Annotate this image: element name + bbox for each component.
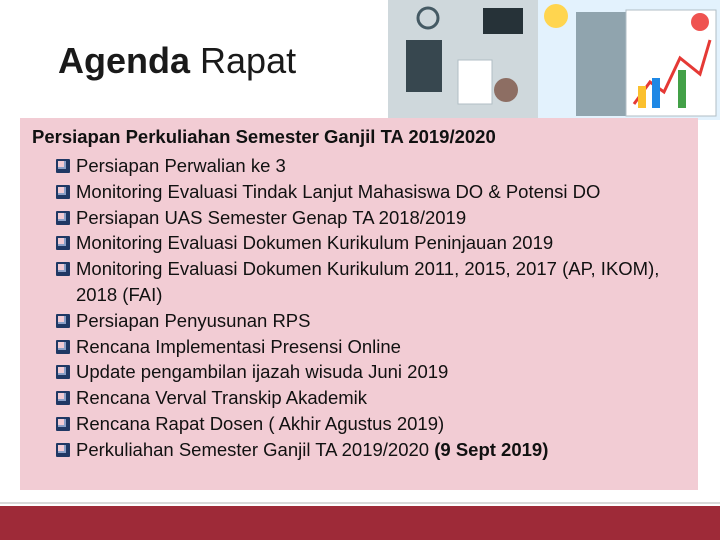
checkbox-bullet-icon <box>56 185 70 199</box>
checkbox-bullet-icon <box>56 443 70 457</box>
agenda-item-text: Monitoring Evaluasi Dokumen Kurikulum 2011, 2015, 2017 (AP, IKOM), 2018 (FAI) <box>76 258 660 305</box>
checkbox-bullet-icon <box>56 159 70 173</box>
slide-title <box>58 40 296 82</box>
agenda-list <box>20 153 698 463</box>
agenda-item <box>20 308 698 334</box>
agenda-item-text: Persiapan Perwalian ke 3 <box>76 155 286 176</box>
agenda-item <box>20 385 698 411</box>
slide-title-regular: Rapat <box>200 40 297 81</box>
agenda-item-text: Persiapan UAS Semester Genap TA 2018/2019 <box>76 206 467 228</box>
presenter-figure <box>576 12 634 116</box>
slide-title-bold: Agenda <box>58 40 191 81</box>
agenda-item-text: Rencana Implementasi Presensi Online <box>76 335 401 357</box>
header-illustration <box>388 0 720 120</box>
agenda-item-text: Perkuliahan Semester Ganjil TA 2019/2020 <box>76 438 435 460</box>
agenda-item <box>20 205 698 231</box>
agenda-item <box>20 437 698 463</box>
agenda-item <box>20 256 698 308</box>
agenda-item-date: (9 Sept 2019) <box>434 438 549 460</box>
checkbox-bullet-icon <box>56 340 70 354</box>
checkbox-bullet-icon <box>56 262 70 276</box>
checklist-icon <box>458 60 492 104</box>
agenda-item-text: Update pengambilan ijazah wisuda Juni 2019 <box>76 361 449 383</box>
agenda-heading: Persiapan Perkuliahan Semester Ganjil TA 2019/2020 <box>32 126 496 147</box>
laptop-icon <box>483 8 523 34</box>
footer-bar <box>0 506 720 540</box>
agenda-item <box>20 230 698 256</box>
checkbox-bullet-icon <box>56 314 70 328</box>
alarm-icon <box>691 13 709 31</box>
lightbulb-icon <box>544 4 568 28</box>
agenda-item <box>20 334 698 360</box>
agenda-item-text: Monitoring Evaluasi Tindak Lanjut Mahasiswa DO & Potensi DO <box>76 180 601 202</box>
coffee-icon <box>494 78 518 102</box>
checkbox-bullet-icon <box>56 365 70 379</box>
footer-divider <box>0 502 720 504</box>
checkbox-bullet-icon <box>56 417 70 431</box>
notebook-icon <box>406 40 442 92</box>
agenda-item-text: Rencana Verval Transkip Akademik <box>76 387 368 409</box>
agenda-item-text: Monitoring Evaluasi Dokumen Kurikulum Peninjauan 2019 <box>76 232 554 254</box>
agenda-item <box>20 153 698 179</box>
agenda-item <box>20 359 698 385</box>
checkbox-bullet-icon <box>56 391 70 405</box>
agenda-item-text: Rencana Rapat Dosen ( Akhir Agustus 2019) <box>76 412 445 434</box>
checkbox-bullet-icon <box>56 211 70 225</box>
agenda-item <box>20 179 698 205</box>
checkbox-bullet-icon <box>56 236 70 250</box>
agenda-item-text: Persiapan Penyusunan RPS <box>76 309 311 331</box>
agenda-panel <box>20 118 698 490</box>
agenda-item <box>20 411 698 437</box>
